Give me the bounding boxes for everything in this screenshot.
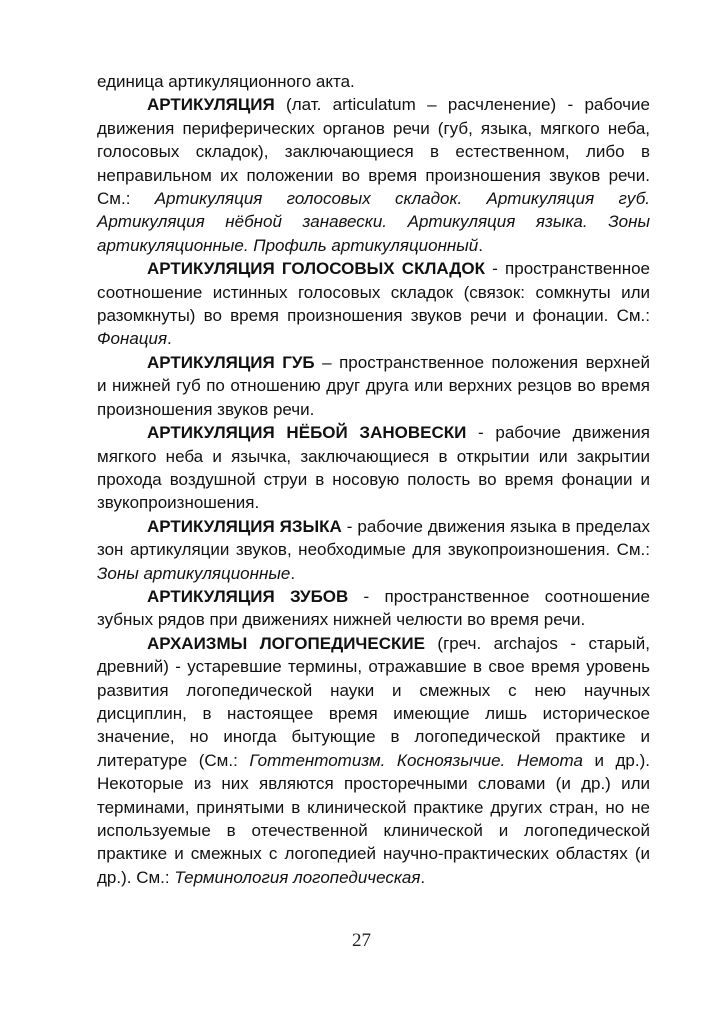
entry-cross-reference: Готтентотизм. Косноязычие. Немота [249,750,583,770]
entry-tongue [97,515,650,585]
entry-end: . [290,563,296,583]
entry-lips [97,351,650,421]
entry-text: - рабочие движения мягкого неба и язычка, заключающиеся в открытии или закрытии прохода воздушной струи в носовую полость во время фонации и звукопроизношения. [97,423,650,513]
entry-text: - пространственное соотношение истинных голосовых складок (связок: сомкнуты или разомкнуты) во время произношения звуков речи и фонации. См.: [97,259,650,326]
entry-end: . [478,235,483,255]
entry-text: – пространственное положения верхней и нижней губ по отношению друг друга или верхних резцов во время произношения звуков речи. [97,352,650,419]
entry-text-continued: и др.). Некоторые из них являются просторечными словами (и др.) или терминами, принятыми в клинической практике других стран, но не используемые в отечественной клинической и логопедической практике и смежных с логопедией научно-практических областях (и др.). См.: [97,750,650,887]
entry-text: - пространственное соотношение зубных рядов при движениях нижней челюсти во время речи. [97,586,650,630]
page-number: 27 [352,930,371,951]
page-body [97,70,650,889]
entry-term: АРТИКУЛЯЦИЯ НЁБОЙ ЗАНОВЕСКИ [147,423,467,443]
entry-end: . [420,867,426,887]
entry-vocal-folds [97,257,650,351]
entry-end: . [167,329,172,349]
intro-line: единица артикуляционного акта. [97,72,355,91]
entry-text: (лат. articulatum – расчленение) - рабочие движения периферических органов речи (губ, языка, мягкого неба, голосовых складок), заключающиеся в естественном, либо в неправильном их положении во время произношения звуков речи. См.: [97,95,650,209]
entry-term: АРТИКУЛЯЦИЯ ЗУБОВ [147,586,349,606]
entry-cross-reference: Терминология логопедическая [174,867,421,887]
entry-term: АРТИКУЛЯЦИЯ ГУБ [147,352,315,372]
entry-cross-reference: Фонация [97,329,168,349]
entry-term: АРХАИЗМЫ ЛОГОПЕДИЧЕСКИЕ [147,633,425,653]
entry-archaisms [97,632,650,889]
entry-teeth [97,585,650,632]
entry-velum [97,421,650,515]
entry-term: АРТИКУЛЯЦИЯ ЯЗЫКА [147,516,342,536]
entry-articulation [97,93,650,257]
entry-term: АРТИКУЛЯЦИЯ [147,95,275,115]
entry-text: - рабочие движения языка в пределах зон артикуляции звуков, необходимые для звукопроизношения. См.: [97,516,650,560]
entry-cross-reference: Артикуляция голосовых складок. Артикуляция губ. Артикуляция нёбной занавески. Артикуляция языка. Зоны артикуляционные. Профиль артикуляционный [97,189,650,255]
entry-cross-reference: Зоны артикуляционные [97,563,291,583]
entry-term: АРТИКУЛЯЦИЯ ГОЛОСОВЫХ СКЛАДОК [147,259,485,279]
entry-text: (греч. archajos - старый, древний) - устаревшие термины, отражавшие в свое время уровень развития логопедической науки и смежных с нею научных дисциплин, в настоящее время имеющие лишь историческое значение, но иногда бытующие в логопедической практике и литературе (См.: [97,633,650,770]
